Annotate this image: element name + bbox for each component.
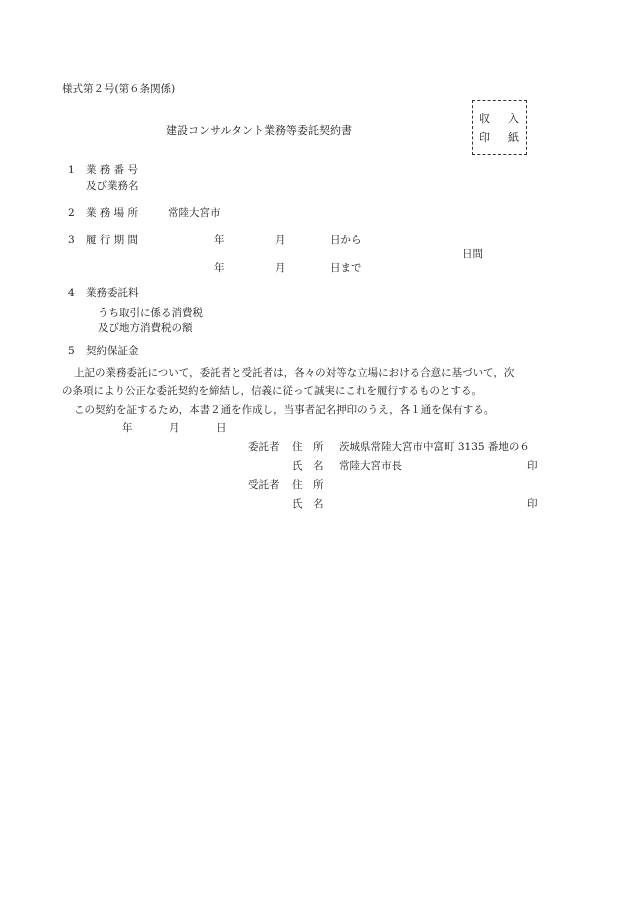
stamp-char: 収 — [479, 112, 490, 125]
item-label: 業 務 場 所 — [86, 207, 139, 219]
document-title: 建設コンサルタント業務等委託契約書 — [166, 124, 353, 137]
stamp-char: 印 — [479, 131, 490, 144]
revenue-stamp-box — [472, 100, 527, 155]
work-location-value: 常陸大宮市 — [168, 207, 221, 219]
period-year: 年 — [214, 262, 225, 274]
item-number: 1 — [68, 164, 75, 176]
item-sublabel: うち取引に係る消費税 — [98, 307, 203, 319]
period-days: 日間 — [462, 248, 483, 260]
contractor-seal: 印 — [527, 498, 538, 510]
client-seal: 印 — [527, 460, 538, 472]
period-to: 日まで — [330, 262, 362, 274]
date-year: 年 — [122, 422, 133, 434]
stamp-char: 紙 — [508, 131, 519, 144]
contractor-address-label: 住 所 — [292, 479, 324, 491]
item-number: 3 — [68, 234, 75, 246]
client-role: 委託者 — [248, 441, 280, 453]
body-text: の条項により公正な委託契約を締結し，信義に従って誠実にこれを履行するものとする。 — [62, 385, 482, 397]
contractor-role: 受託者 — [248, 479, 280, 491]
date-month: 月 — [169, 422, 180, 434]
form-number: 様式第２号(第６条関係) — [62, 83, 176, 95]
contractor-name-label: 氏 名 — [292, 498, 324, 510]
period-month: 月 — [275, 234, 286, 246]
item-number: 4 — [68, 287, 75, 299]
item-label: 履 行 期 間 — [86, 234, 139, 246]
client-address: 茨城県常陸大宮市中富町 3135 番地の６ — [339, 441, 530, 453]
date-day: 日 — [216, 422, 227, 434]
body-text: 上記の業務委託について，委託者と受託者は，各々の対等な立場における合意に基づいて，次 — [74, 367, 515, 379]
item-label: 業務委託料 — [86, 287, 139, 299]
client-name: 常陸大宮市長 — [339, 460, 402, 472]
item-sublabel: 及び地方消費税の額 — [98, 322, 193, 334]
client-address-label: 住 所 — [292, 441, 324, 453]
item-number: 5 — [68, 345, 75, 357]
item-label: 及び業務名 — [86, 180, 139, 192]
item-label: 契約保証金 — [86, 345, 139, 357]
period-month: 月 — [275, 262, 286, 274]
client-name-label: 氏 名 — [292, 460, 324, 472]
stamp-char: 入 — [508, 112, 519, 125]
item-label: 業 務 番 号 — [86, 164, 139, 176]
body-text: この契約を証するため，本書２通を作成し，当事者記名押印のうえ，各１通を保有する。 — [74, 404, 495, 416]
period-year: 年 — [214, 234, 225, 246]
period-from: 日から — [330, 234, 362, 246]
item-number: 2 — [68, 207, 75, 219]
